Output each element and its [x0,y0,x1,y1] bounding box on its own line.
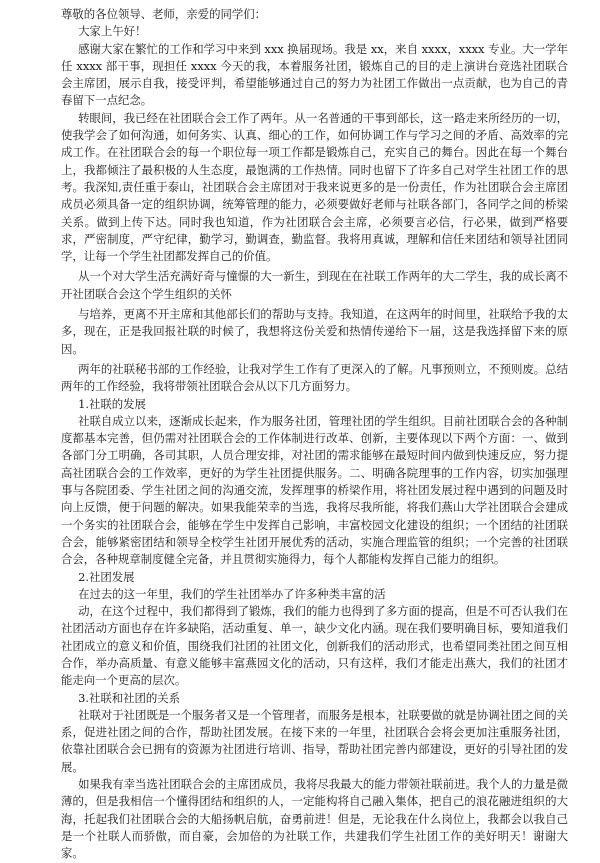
section-2-paragraph-a: 在过去的这一年里，我们的学生社团举办了许多种类丰富的活 [78,586,386,601]
paragraph-experience: 转眼间，我已经在社团联合会工作了两年。从一名普通的干事到部长，这一路走来所经历的一切，使我学会了如何沟通，如何务实、认真、细心的工作，如何协调工作与学习之间的矛盾、高效率的完成工作。在社团联合会的每一个职位每一项工作都是锻炼自己，充实自己的舞台。因此在每一个舞台上，我都倾注了最积极的人生态度，最饱满的工作热情。同时也留下了许多自己对学生社团工作的思考。我深知,责任重于泰山，社团联合会主席团对于我来说更多的是一份责任，作为社团联合会主席团成员必须具备一定的组织协调，统筹管理的能力，必须要做好老师与社联各部门，各同学之间的桥梁关系。做到上传下达。同时我也知道，作为社团联合会主席，必须要言必信，行必果，做到严格要求，严密制度，严守纪律，勤学习，勤调查，勤监督。我将用真诚，理解和信任来团结和领导社团同学，让每一个学生社团都发挥自己的价值。 [61,110,568,264]
section-3-paragraph-b: 如果我有幸当选社团联合会的主席团成员，我将尽我最大的能力带领社联前进。我个人的力量是微薄的，但是我相信一个懂得团结和组织的人，一定能构将自己融入集体，把自己的浪花融进组织的大海，托起我们社团联合会的大船扬帆启航，奋勇前进！但是，无论我在什么岗位上，我都会以我自己是一个社联人而骄傲，而自豪，会加倍的为社联工作，共建我们学生社团工作的美好明天！谢谢大家。 [61,777,568,861]
paragraph-plan: 两年的社联秘书部的工作经验，让我对学生工作有了更深入的了解。凡事预则立，不预则废。总结两年的工作经验，我将带领社团联合会从以下几方面努力。 [61,361,568,394]
paragraph-intro: 感谢大家在繁忙的工作和学习中来到 xxx 换届现场。我是 xx，来自 xxxx，xxxx 专业。大一学年任 xxxx 部干事，现担任 xxxx 今天的我，本着服务社团，锻炼自己的目的走上演讲台竞选社团联合会主席团，展示自我，接受评判，希望能够通过自己的努力为社团工作做出一点贡献，也为自己的青春留下一点纪念。 [61,41,568,108]
greeting: 大家上午好！ [78,24,147,39]
section-3-paragraph-a: 社联对于社团既是一个服务者又是一个管理者，而服务是根本，社联要做的就是协调社团之间的关系，促进社团之间的合作，帮助社团发展。在接下来的一年里，社团联合会将会更加注重服务社团，依靠社团联合会已拥有的资源为社团进行培训、指导，帮助社团完善内部建设，更好的引导社团的发展。 [61,707,568,774]
section-heading-2: 2.社团发展 [78,569,135,584]
paragraph-growth: 从一个对大学生活充满好奇与憧憬的大一新生，到现在在社联工作两年的大二学生，我的成长离不开社团联合会这个学生组织的关怀 [61,269,568,301]
section-heading-3: 3.社联和社团的关系 [78,690,181,705]
paragraph-growth-continued: 与培养，更离不开主席和其他部长们的帮助与支持。我知道，在这两年的时间里，社联给予我的太多，现在，正是我回报社联的时候了，我想将这份关爱和热情传递给下一届，这是我选择留下来的原因。 [61,307,568,356]
section-1-paragraph: 社联自成立以来，逐渐成长起来，作为服务社团，管理社团的学生组织。目前社团联合会的各种制度都基本完善，但仍需对社团联合会的工作体制进行改革、创新，主要体现以下两个方面：一、做到各部门分工明确，各司其职，人员合理安排，对社团的需求能够在最短时间内做到快速反应，努力提高社团联合会的工作效率，更好的为学生社团提供服务。二、明确各院理事的工作内容，切实加强理事与各院团委、学生社团之间的沟通交流，发挥理事的桥梁作用，将社团发展过程中遇到的问题及时向上反馈，便于问题的解决。如果我能荣幸的当选，我将尽我所能，将我们燕山大学社团联合会建成一个务实的社团联合会，能够在学生中发挥自己影响，丰富校园文化建设的组织；一个团结的社团联合会，能够紧密团结和领导全校学生社团开展优秀的活动，实施合理监管的组织；一个完善的社团联合会，各种规章制度健全完备，并且贯彻实施得力，每个人都能构发挥自己能力的组织。 [61,413,568,567]
section-2-paragraph-b: 动，在这个过程中，我们都得到了锻炼，我们的能力也得到了多方面的提高，但是不可否认我们在社团活动方面也存在许多缺陷，活动重复、单一，缺少文化内涵。现在我们要明确目标，要知道我们社团成立的意义和价值，围绕我们社团的社团文化，创新我们的活动形式，也希望同类社团之间互相合作，举办高质量、有意义能够丰富燕园文化的活动，只有这样，我们才能走出燕大，我们的社团才能走向一个更高的层次。 [61,604,568,688]
salutation: 尊敬的各位领导、老师，亲爱的同学们： [61,7,267,21]
section-heading-1: 1.社联的发展 [78,396,146,411]
